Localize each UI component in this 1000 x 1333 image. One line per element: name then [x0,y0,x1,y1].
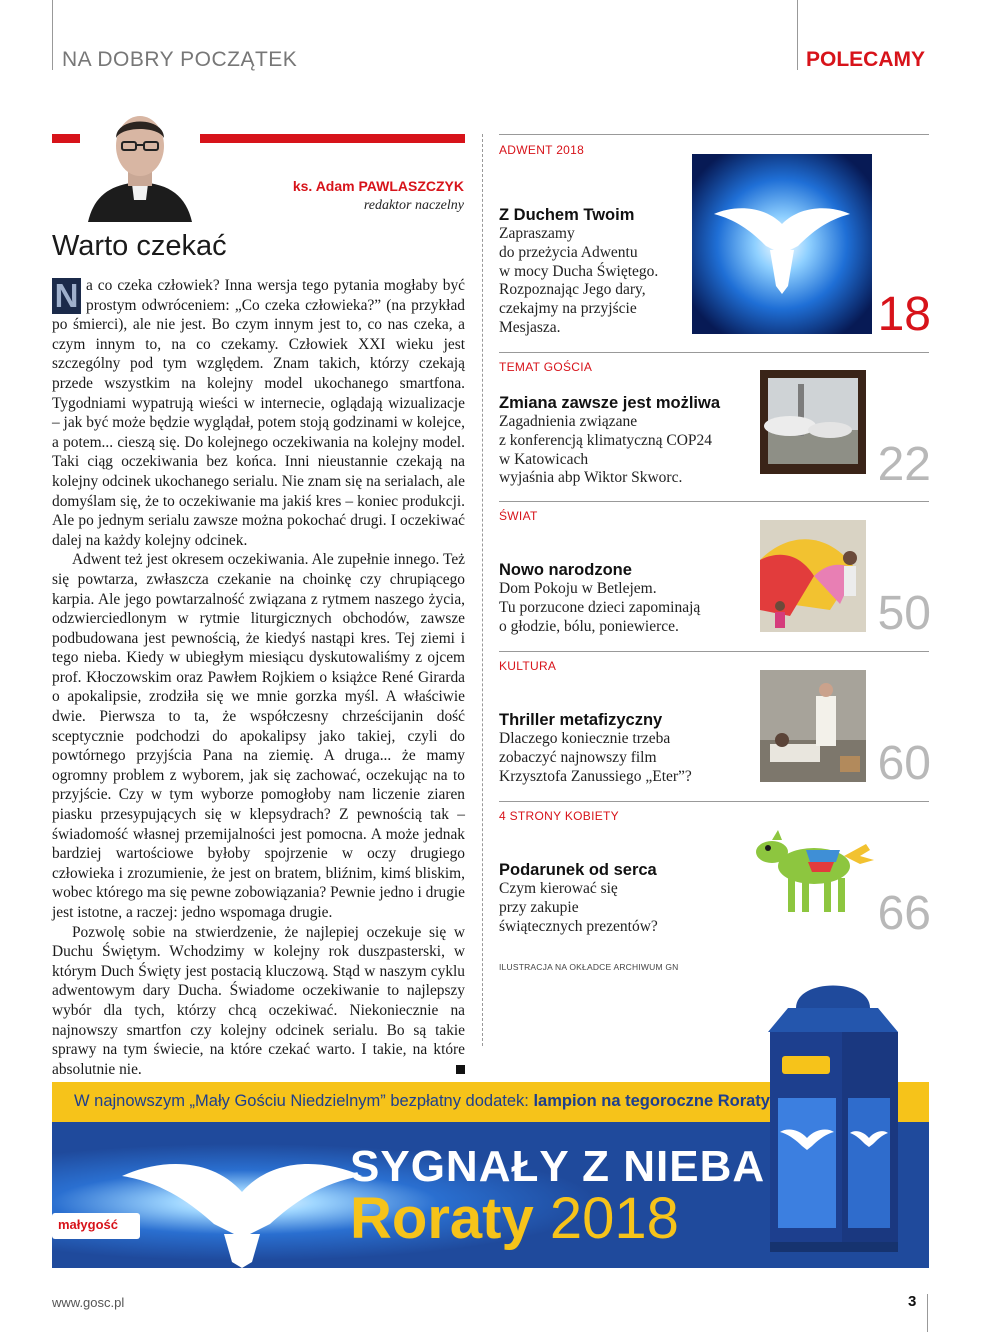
author-photo [80,104,200,222]
section-label: TEMAT GOŚCIA [499,360,593,374]
teaser-heading[interactable]: Thriller metafizyczny [499,711,663,729]
page-number: 50 [877,587,931,640]
teaser-heading[interactable]: Z Duchem Twoim [499,206,635,224]
dropcap: N [52,278,81,314]
section-title: NA DOBRY POCZĄTEK [62,48,298,71]
teaser-text: Zagadnienia związane z konferencją klimatyczną COP24 w Katowicach wyjaśnia abp Wiktor Skworc. [499,413,713,487]
section-rule [499,352,929,353]
section-rule [499,134,929,135]
teaser-heading[interactable]: Nowo narodzone [499,561,632,579]
section-label: ADWENT 2018 [499,143,585,157]
lantern-icon [748,968,918,1268]
recommend-title: POLECAMY [806,48,926,71]
power-plant-photo [760,370,866,474]
column-separator [482,134,483,1046]
banner-title: SYGNAŁY Z NIEBA [350,1142,766,1191]
editorial-body [52,276,465,1079]
author-role: redaktor naczelny [363,198,464,213]
section-label: ŚWIAT [499,509,538,523]
author-name: ks. Adam PAWLASZCZYK [292,178,464,194]
page-number: 18 [877,288,931,341]
teaser-text: Dlaczego koniecznie trzeba zobaczyć najnowszy film Krzysztofa Zanussiego „Eter”? [499,730,692,785]
dove-light-icon [692,154,872,334]
section-label: 4 STRONY KOBIETY [499,809,619,823]
page-number: 22 [877,438,931,491]
end-mark-icon [456,1065,465,1074]
footer-page-number: 3 [908,1293,917,1310]
banner-subtitle: Roraty 2018 [350,1186,679,1251]
maly-gosc-logo: małygość [52,1213,140,1239]
teaser-text: Dom Pokoju w Betlejem. Tu porzucone dzieci zapominają o głodzie, bólu, poniewierce. [499,580,701,635]
section-label: KULTURA [499,659,557,673]
editorial-paragraph: N a co czeka człowiek? Inna wersja tego pytania mogłaby być prostym odwróceniem: „Co czeka człowieka?” (na przykład po śmierci), ale nie jest. Bo czym innym jest to, co nas czeka, a czym innym to, na co czekamy. Człowiek XXI wieku jest szczególny pod tym względem. Znam takich, którzy czekają przede wszystkim na kolejny model ukochanego smartfona. Tygodniami wypatrują wieści w internecie, oglądają wizualizacje – jak być może będzie wyglądał, potem stoją godzinami w kolejce, a potem... cieszą się. Do kolejnego oczekiwania na kolejny model. Taki ciąg oczekiwania bez końca. Inni nieustannie czekają na kolejny odcinek ukochanego serialu. Nie znam się na serialach, ale domyślam się, że to oczekiwanie ma jakiś kres – koniec produkcji. Ale po jednym serialu zawsze można pokochać drugi. I oczekiwać dalej na każdy kolejny odcinek. [52,277,465,549]
page-number: 60 [877,737,931,790]
header-right-rule [797,0,798,70]
teaser-text: Zapraszamy do przeżycia Adwentu w mocy Ducha Świętego. Rozpoznając Jego dary, czekajmy na przyjście Mesjasza. [499,225,659,336]
editorial-title: Warto czekać [52,230,227,262]
page-number: 66 [877,887,931,940]
banner-top-text: W najnowszym „Mały Gościu Niedzielnym” bezpłatny dodatek: lampion na tegoroczne Roraty [74,1092,770,1110]
children-parachute-photo [760,520,866,632]
editorial-paragraph: Adwent też jest okresem oczekiwania. Ale zupełnie innego. Też się powtarza, zwłaszcza czekanie na choinkę czy chrupiącego karpia. Ale jego powtarzalność związana z rytmem naszego życia, odzwierciedlonym w rytmie liturgicznych obchodów, zawsze podbudowana jest pewnością, że kiedyś nastąpi kres. Tej ziemi i tego nieba. Kiedy w ubiegłym miesiącu dyskutowaliśmy z ojcem prof. Kłoczowskim oraz Pawłem Rojkiem o książce René Girarda o apokalipsie, zrodziła się we mnie gorzka myśl. A właściwie dwie. Pierwsza to ta, że współczesny chrześcijanin dość sceptycznie podchodzi do apokalipsy jako takiej, czyli do powtórnego przyjścia Pana na ziemię. A druga... że mamy ogromny problem z wyborem, jak się zachować, oczekując na to przyjście. Czy w tym wyborze pomogłoby nam liczenie ziaren piasku przesypujących się w klepsydrach? Z pewnością tak – świadomość własnej przemijalności jest pomocna. A może jednak bardziej wartościowe byłoby spojrzenie w oczy drugiego człowieka i zrozumienie, że jest on bratem, bliźnim, kimś bliskim, wobec którego ma się pewne zobowiązania? Pewnie jedno i drugie jest istotne, a raczej: jedno wspomaga drugie. [52,551,465,921]
section-rule [499,501,929,502]
teaser-heading[interactable]: Podarunek od serca [499,861,657,879]
footer-url[interactable]: www.gosc.pl [52,1295,125,1310]
cover-credit: ILUSTRACJA NA OKŁADCE ARCHIWUM GN [499,962,679,972]
header-left-rule [52,0,53,70]
film-still-photo [760,670,866,782]
footer-rule [927,1294,928,1332]
toy-horse-photo [748,826,883,926]
section-rule [499,651,929,652]
teaser-text: Czym kierować się przy zakupie świątecznych prezentów? [499,880,658,935]
teaser-heading[interactable]: Zmiana zawsze jest możliwa [499,394,720,412]
editorial-paragraph: Pozwolę sobie na stwierdzenie, że najlepiej oczekuje się w Duchu Świętym. Wchodzimy w kolejny rok duszpasterski, w którym Duch Święty jest postacią kluczową. Stąd w naszym cyklu adwentowym dary Ducha. Świadome oczekiwanie to najlepszy wybór dla tych, którzy chcą oczekiwać. Niekoniecznie na najnowszy smartfon czy kolejny odcinek serialu. Bo są takie sprawy na tym świecie, na które czekać warto. I takie, na które absolutnie nie. [52,923,465,1078]
section-rule [499,801,929,802]
